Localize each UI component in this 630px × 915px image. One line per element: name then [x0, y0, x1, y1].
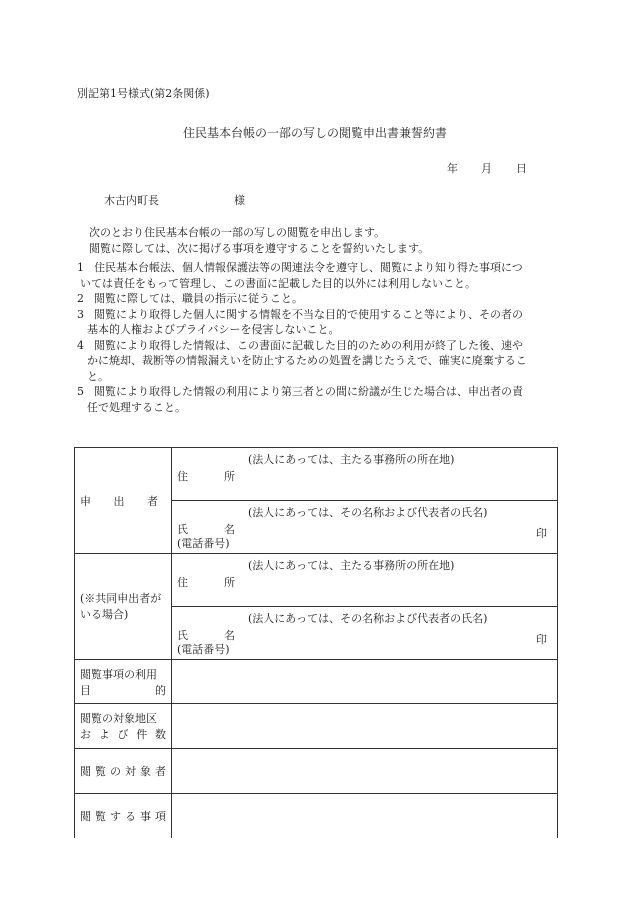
purpose-label: 目 的: [80, 683, 166, 697]
label-char: 出: [113, 494, 125, 508]
area-label-cell: [75, 704, 172, 749]
area-and-count-field[interactable]: [172, 704, 558, 749]
term-text: と。: [87, 369, 109, 383]
term-number: 1: [77, 261, 84, 274]
term-number: 5: [77, 385, 84, 398]
date-day-label: 日: [516, 162, 527, 175]
name-label: 氏 名: [177, 629, 235, 642]
target-label-cell: [75, 749, 172, 794]
applicant-address-field[interactable]: [172, 448, 558, 501]
term-number: 4: [77, 338, 84, 352]
seal-mark: 印: [536, 527, 547, 540]
name-label: 氏 名: [177, 523, 235, 536]
addressee-suffix: 様: [234, 194, 245, 207]
term-item: [77, 291, 557, 307]
items-field[interactable]: [172, 794, 558, 838]
applicant-name-field[interactable]: [172, 501, 558, 554]
term-text: 閲覧により取得した情報の利用により第三者との間に紛議が生じた場合は、申出者の責: [94, 385, 523, 398]
label-char: 申: [80, 494, 91, 508]
term-text: いては責任をもって管理し、この書面に記載した目的以外には利用しないこと。: [80, 276, 476, 290]
address-note: (法人にあっては、主たる事務所の所在地): [248, 559, 455, 572]
address-label: 住 所: [177, 576, 235, 589]
addressee-name: 木古内町長: [104, 194, 159, 207]
joint-applicant-label: (※共同申出者がいる場合): [80, 591, 162, 621]
target-person-field[interactable]: [172, 749, 558, 794]
term-text: 住民基本台帳法、個人情報保護法等の関連法令を遵守し、閲覧により知り得た事項につ: [94, 261, 523, 274]
items-label-cell: [75, 794, 172, 838]
term-text: 閲覧により取得した個人に関する情報を不当な目的で使用すること等により、その者の: [94, 307, 523, 321]
term-item: [77, 384, 557, 415]
joint-applicant-label-cell: [75, 554, 172, 660]
term-number: 2: [77, 292, 84, 305]
term-text: かに焼却、裁断等の情報漏えいを防止するための処置を講じたうえで、確実に廃棄するこ: [87, 354, 527, 367]
term-number: 3: [77, 307, 84, 321]
form-reference: 別記第1号様式(第2条関係): [77, 87, 210, 100]
intro-line: 閲覧に際しては、次に掲げる事項を遵守することを誓約いたします。: [89, 242, 430, 255]
applicant-label-cell: [75, 448, 172, 554]
target-label: 閲 覧 の 対 象 者: [80, 765, 166, 778]
term-text: 任で処理すること。: [87, 400, 186, 414]
applicant-label: [80, 493, 158, 509]
area-label: お よ び 件 数: [80, 728, 166, 741]
date-year-label: 年: [447, 162, 458, 175]
term-text: 閲覧により取得した情報は、この書面に記載した目的のための利用が終了した後、速や: [94, 338, 523, 352]
term-item: [77, 338, 557, 385]
joint-address-field[interactable]: [172, 554, 558, 607]
purpose-label-cell: [75, 660, 172, 704]
term-item: [77, 260, 557, 291]
purpose-label: 閲覧事項の利用: [80, 667, 157, 681]
address-note: (法人にあっては、主たる事務所の所在地): [248, 453, 455, 466]
purpose-field[interactable]: [172, 660, 558, 704]
phone-label: (電話番号): [177, 537, 230, 550]
items-label: 閲 覧 す る 事 項: [80, 809, 166, 823]
term-text: 基本的人権およびプライバシーを侵害しないこと。: [87, 323, 340, 336]
area-label: 閲覧の対象地区: [80, 712, 157, 725]
intro-line: 次のとおり住民基本台帳の一部の写しの閲覧を申出します。: [89, 226, 386, 239]
terms-list: [77, 260, 557, 415]
address-label: 住 所: [177, 470, 235, 483]
name-note: (法人にあっては、その名称および代表者の氏名): [248, 612, 488, 625]
document-title: 住民基本台帳の一部の写しの閲覧申出書兼誓約書: [182, 126, 447, 140]
term-text: 閲覧に際しては、職員の指示に従うこと。: [94, 292, 303, 305]
phone-label: (電話番号): [177, 643, 230, 656]
term-item: [77, 307, 557, 338]
application-form-table: [74, 447, 558, 838]
label-char: 者: [147, 494, 158, 508]
intro-text: [77, 225, 557, 257]
joint-name-field[interactable]: [172, 607, 558, 660]
date-month-label: 月: [481, 162, 492, 175]
seal-mark: 印: [536, 633, 547, 646]
name-note: (法人にあっては、その名称および代表者の氏名): [248, 506, 488, 519]
